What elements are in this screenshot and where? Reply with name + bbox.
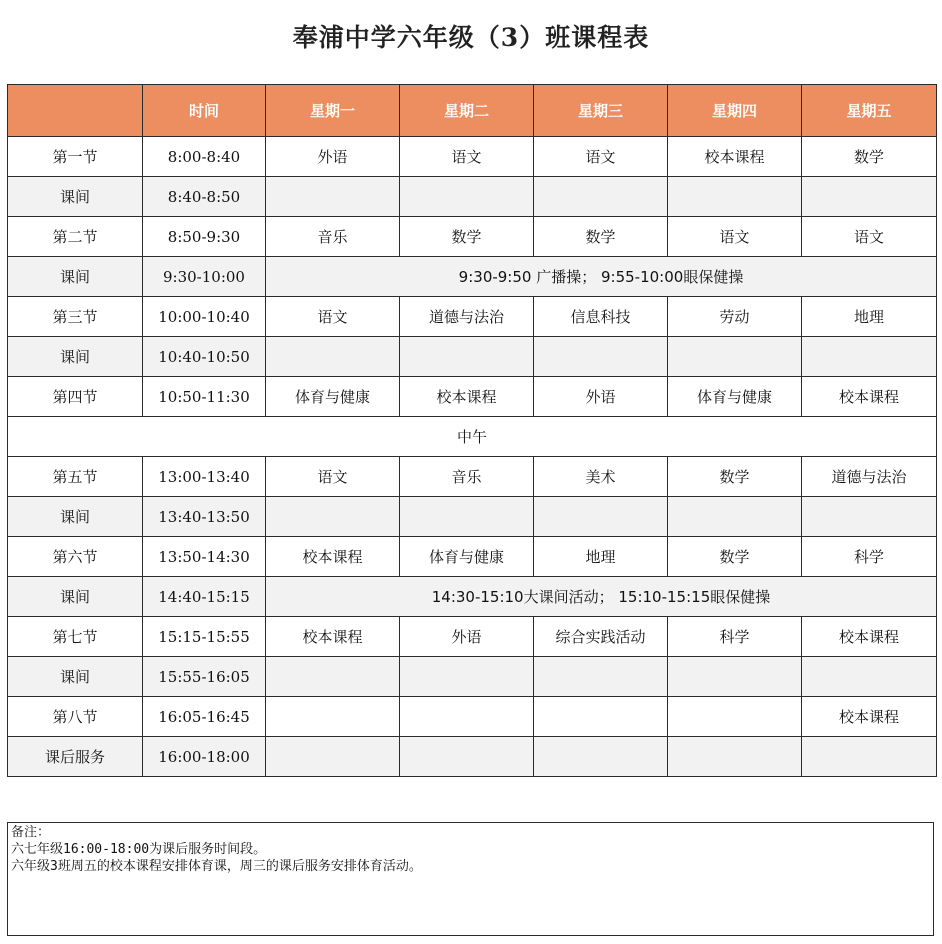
period-label: 第七节 xyxy=(8,617,143,657)
subject-cell xyxy=(400,657,534,697)
subject-cell: 体育与健康 xyxy=(400,537,534,577)
subject-cell xyxy=(400,697,534,737)
subject-cell: 语文 xyxy=(400,137,534,177)
subject-cell: 数学 xyxy=(400,217,534,257)
subject-cell: 外语 xyxy=(400,617,534,657)
subject-cell xyxy=(400,497,534,537)
period-row xyxy=(8,457,937,497)
subject-cell: 校本课程 xyxy=(400,377,534,417)
subject-cell: 外语 xyxy=(534,377,668,417)
subject-cell xyxy=(400,337,534,377)
period-row xyxy=(8,217,937,257)
subject-cell xyxy=(266,177,400,217)
period-label: 课间 xyxy=(8,337,143,377)
period-label: 课间 xyxy=(8,257,143,297)
subject-cell xyxy=(266,497,400,537)
period-label: 第二节 xyxy=(8,217,143,257)
subject-cell xyxy=(802,337,937,377)
subject-cell xyxy=(400,737,534,777)
table-header-row xyxy=(8,85,937,137)
break-row xyxy=(8,657,937,697)
subject-cell: 科学 xyxy=(668,617,802,657)
subject-cell: 语文 xyxy=(266,297,400,337)
subject-cell: 校本课程 xyxy=(802,697,937,737)
subject-cell: 语文 xyxy=(802,217,937,257)
period-time: 16:00-18:00 xyxy=(143,737,266,777)
subject-cell xyxy=(534,177,668,217)
subject-cell: 道德与法治 xyxy=(400,297,534,337)
subject-cell xyxy=(802,737,937,777)
subject-cell: 语文 xyxy=(534,137,668,177)
subject-cell: 校本课程 xyxy=(668,137,802,177)
subject-cell: 信息科技 xyxy=(534,297,668,337)
subject-cell: 语文 xyxy=(266,457,400,497)
period-time: 15:55-16:05 xyxy=(143,657,266,697)
subject-cell: 校本课程 xyxy=(802,377,937,417)
period-label: 课间 xyxy=(8,497,143,537)
subject-cell: 音乐 xyxy=(266,217,400,257)
subject-cell: 道德与法治 xyxy=(802,457,937,497)
table-body xyxy=(8,137,937,777)
subject-cell: 校本课程 xyxy=(802,617,937,657)
subject-cell xyxy=(400,177,534,217)
period-row xyxy=(8,617,937,657)
subject-cell: 体育与健康 xyxy=(668,377,802,417)
period-label: 第四节 xyxy=(8,377,143,417)
break-row xyxy=(8,737,937,777)
subject-cell xyxy=(534,337,668,377)
period-time: 8:40-8:50 xyxy=(143,177,266,217)
subject-cell xyxy=(266,737,400,777)
period-time: 10:00-10:40 xyxy=(143,297,266,337)
subject-cell: 数学 xyxy=(534,217,668,257)
period-label: 第六节 xyxy=(8,537,143,577)
header-blank xyxy=(8,85,143,137)
remarks-line: 六七年级16:00-18:00为课后服务时间段。 xyxy=(11,842,267,857)
break-activity-note: 9:30-9:50 广播操； 9:55-10:00眼保健操 xyxy=(266,257,937,297)
subject-cell xyxy=(802,657,937,697)
header-friday: 星期五 xyxy=(802,85,937,137)
period-time: 15:15-15:55 xyxy=(143,617,266,657)
page-title: 奉浦中学六年级（3）班课程表 xyxy=(292,23,650,52)
subject-cell xyxy=(668,657,802,697)
subject-cell: 数学 xyxy=(668,537,802,577)
period-time: 10:40-10:50 xyxy=(143,337,266,377)
period-time: 8:50-9:30 xyxy=(143,217,266,257)
period-label: 课间 xyxy=(8,657,143,697)
subject-cell xyxy=(266,337,400,377)
header-time: 时间 xyxy=(143,85,266,137)
period-row xyxy=(8,697,937,737)
header-tuesday: 星期二 xyxy=(400,85,534,137)
break-row xyxy=(8,337,937,377)
break-row xyxy=(8,497,937,537)
subject-cell xyxy=(534,657,668,697)
subject-cell xyxy=(668,737,802,777)
subject-cell: 外语 xyxy=(266,137,400,177)
period-row xyxy=(8,377,937,417)
subject-cell: 校本课程 xyxy=(266,537,400,577)
subject-cell: 校本课程 xyxy=(266,617,400,657)
subject-cell: 语文 xyxy=(668,217,802,257)
break-activity-note: 14:30-15:10大课间活动； 15:10-15:15眼保健操 xyxy=(266,577,937,617)
header-wednesday: 星期三 xyxy=(534,85,668,137)
period-label: 第一节 xyxy=(8,137,143,177)
lunch-row xyxy=(8,417,937,457)
remarks-line: 六年级3班周五的校本课程安排体育课，周三的课后服务安排体育活动。 xyxy=(11,859,422,874)
period-label: 第八节 xyxy=(8,697,143,737)
period-row xyxy=(8,297,937,337)
subject-cell: 综合实践活动 xyxy=(534,617,668,657)
period-label: 第三节 xyxy=(8,297,143,337)
break-row xyxy=(8,577,937,617)
header-monday: 星期一 xyxy=(266,85,400,137)
period-time: 8:00-8:40 xyxy=(143,137,266,177)
lunch-label: 中午 xyxy=(8,417,937,457)
period-label: 第五节 xyxy=(8,457,143,497)
period-time: 13:50-14:30 xyxy=(143,537,266,577)
subject-cell xyxy=(668,337,802,377)
period-time: 13:40-13:50 xyxy=(143,497,266,537)
period-label: 课间 xyxy=(8,577,143,617)
header-thursday: 星期四 xyxy=(668,85,802,137)
remarks-heading: 备注： xyxy=(11,825,51,840)
break-row xyxy=(8,177,937,217)
period-time: 14:40-15:15 xyxy=(143,577,266,617)
subject-cell xyxy=(266,657,400,697)
period-time: 9:30-10:00 xyxy=(143,257,266,297)
subject-cell xyxy=(534,697,668,737)
subject-cell xyxy=(266,697,400,737)
period-time: 13:00-13:40 xyxy=(143,457,266,497)
remarks-box xyxy=(7,822,934,936)
subject-cell xyxy=(802,497,937,537)
period-label: 课间 xyxy=(8,177,143,217)
subject-cell: 劳动 xyxy=(668,297,802,337)
break-row xyxy=(8,257,937,297)
subject-cell xyxy=(802,177,937,217)
subject-cell: 地理 xyxy=(534,537,668,577)
period-label: 课后服务 xyxy=(8,737,143,777)
period-row xyxy=(8,537,937,577)
period-row xyxy=(8,137,937,177)
subject-cell xyxy=(534,737,668,777)
subject-cell xyxy=(668,497,802,537)
subject-cell: 音乐 xyxy=(400,457,534,497)
subject-cell: 体育与健康 xyxy=(266,377,400,417)
subject-cell xyxy=(668,177,802,217)
period-time: 16:05-16:45 xyxy=(143,697,266,737)
subject-cell xyxy=(534,497,668,537)
subject-cell: 数学 xyxy=(668,457,802,497)
subject-cell: 科学 xyxy=(802,537,937,577)
subject-cell xyxy=(668,697,802,737)
subject-cell: 数学 xyxy=(802,137,937,177)
schedule-table xyxy=(7,84,937,777)
subject-cell: 地理 xyxy=(802,297,937,337)
subject-cell: 美术 xyxy=(534,457,668,497)
period-time: 10:50-11:30 xyxy=(143,377,266,417)
